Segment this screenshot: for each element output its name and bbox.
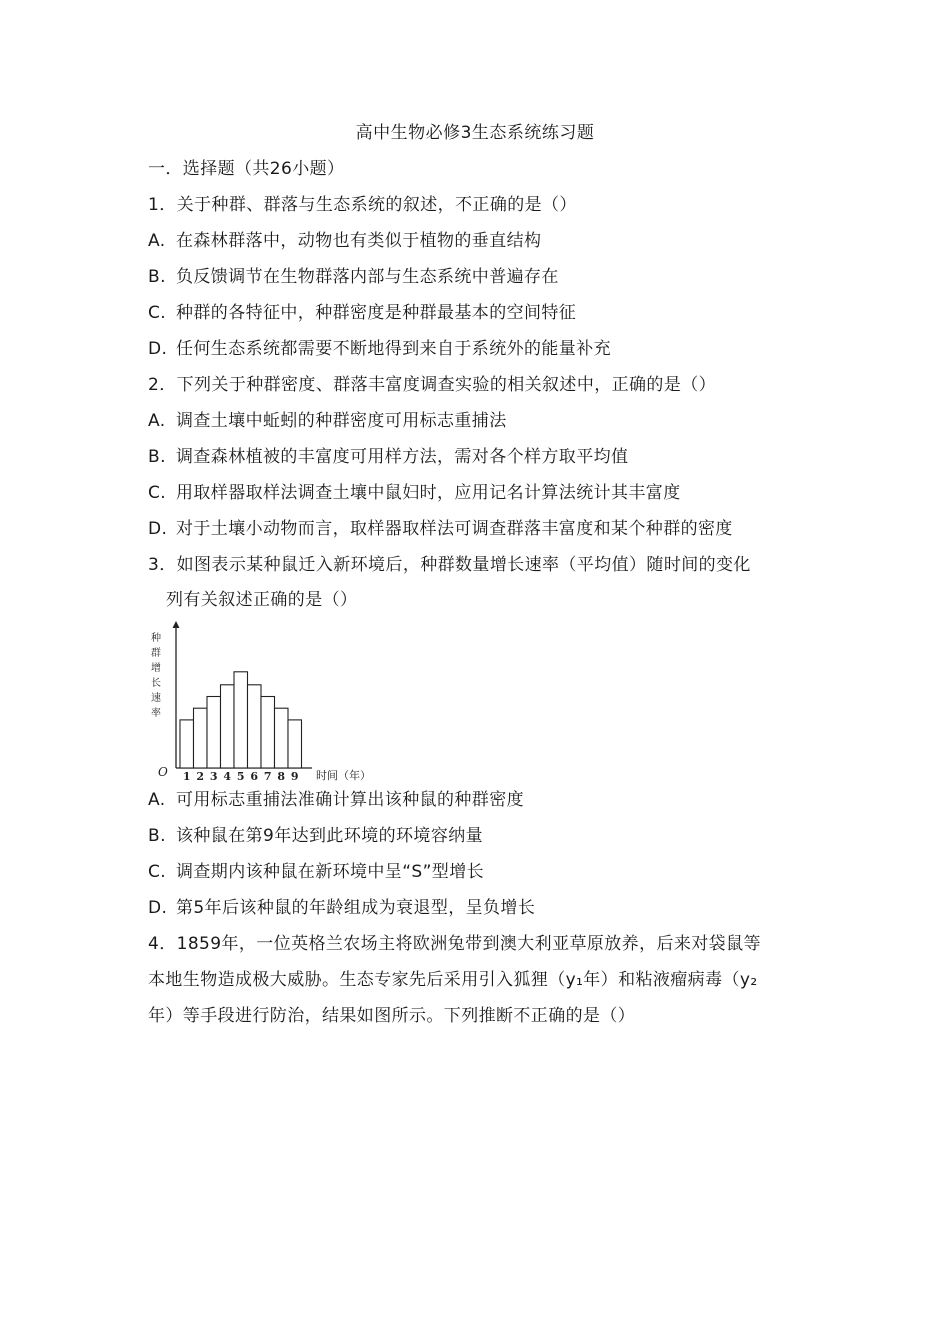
question-2-option-d <box>148 514 733 539</box>
question-1-option-c <box>148 298 576 323</box>
y-axis-label: 种群增长速率 <box>148 632 160 722</box>
option-letter: C. <box>148 303 167 323</box>
section-heading: 一．选择题（共26小题） <box>148 159 345 179</box>
option-text: 该种鼠在第9年达到此环境的环境容纳量 <box>176 826 484 846</box>
question-2-stem: 2．下列关于种群密度、群落丰富度调查实验的相关叙述中，正确的是（） <box>148 375 717 395</box>
bars-group <box>180 672 302 768</box>
x-tick-label: 2 <box>196 770 205 783</box>
option-letter: A. <box>148 231 166 251</box>
option-letter: D. <box>148 339 168 359</box>
x-tick-label: 1 <box>182 770 191 783</box>
option-text: 负反馈调节在生物群落内部与生态系统中普遍存在 <box>176 267 559 287</box>
question-4-line-3: 年）等手段进行防治，结果如图所示。下列推断不正确的是（） <box>148 1006 636 1026</box>
x-tick-label: 6 <box>250 770 259 783</box>
question-4-line-1: 4．1859年，一位英格兰农场主将欧洲兔带到澳大利亚草原放养，后来对袋鼠等 <box>148 934 761 954</box>
bar-year-3 <box>207 697 221 769</box>
option-letter: B. <box>148 447 166 467</box>
question-3-option-b <box>148 821 483 846</box>
bar-year-6 <box>248 685 262 768</box>
option-text: 调查森林植被的丰富度可用样方法，需对各个样方取平均值 <box>176 447 629 467</box>
document-title: 高中生物必修3生态系统练习题 <box>355 123 595 143</box>
option-letter: A. <box>148 790 166 810</box>
option-text: 任何生态系统都需要不断地得到来自于系统外的能量补充 <box>176 339 611 359</box>
question-2-option-b <box>148 442 628 467</box>
question-1-stem: 1．关于种群、群落与生态系统的叙述，不正确的是（） <box>148 195 577 215</box>
question-3-option-d <box>148 893 535 918</box>
question-1-option-a <box>148 226 541 251</box>
question-4-line-2: 本地生物造成极大威胁。生态专家先后采用引入狐狸（y₁年）和粘液瘤病毒（y₂ <box>148 970 758 990</box>
origin-label: O <box>158 765 168 779</box>
x-tick-label: 8 <box>277 770 286 783</box>
question-3-option-c <box>148 857 484 882</box>
option-text: 调查期内该种鼠在新环境中呈“S”型增长 <box>176 862 485 882</box>
option-letter: C. <box>148 483 167 503</box>
tick-labels-group <box>183 770 299 783</box>
growth-rate-bar-chart <box>140 618 390 783</box>
question-1-option-b <box>148 262 559 287</box>
question-2-option-c <box>148 478 681 503</box>
option-text: 在森林群落中，动物也有类似于植物的垂直结构 <box>176 231 542 251</box>
question-3-option-a <box>148 785 524 810</box>
x-tick-label: 5 <box>236 770 245 783</box>
option-text: 用取样器取样法调查土壤中鼠妇时，应用记名计算法统计其丰富度 <box>176 483 681 503</box>
option-letter: A. <box>148 411 166 431</box>
bar-year-5 <box>234 672 248 768</box>
option-letter: D. <box>148 519 168 539</box>
option-letter: B. <box>148 826 166 846</box>
x-tick-label: 4 <box>223 770 232 783</box>
bar-year-2 <box>194 708 208 768</box>
question-3-stem-line-2: 列有关叙述正确的是（） <box>166 590 358 610</box>
x-tick-label: 7 <box>263 770 272 783</box>
question-2-option-a <box>148 406 507 431</box>
x-tick-label: 3 <box>209 770 218 783</box>
x-axis-label: 时间（年） <box>316 769 371 782</box>
x-tick-label: 9 <box>290 770 299 783</box>
bar-year-8 <box>275 708 289 768</box>
option-text: 种群的各特征中，种群密度是种群最基本的空间特征 <box>176 303 577 323</box>
option-letter: B. <box>148 267 166 287</box>
option-text: 第5年后该种鼠的年龄组成为衰退型，呈负增长 <box>176 898 536 918</box>
bar-year-7 <box>261 697 275 769</box>
bar-year-9 <box>288 720 302 768</box>
option-letter: D. <box>148 898 168 918</box>
option-text: 调查土壤中蚯蚓的种群密度可用标志重捕法 <box>176 411 507 431</box>
bar-year-4 <box>221 685 235 768</box>
y-axis-arrow <box>173 621 180 628</box>
option-text: 可用标志重捕法准确计算出该种鼠的种群密度 <box>176 790 524 810</box>
question-1-option-d <box>148 334 611 359</box>
question-3-stem-line-1: 3．如图表示某种鼠迁入新环境后，种群数量增长速率（平均值）随时间的变化 <box>148 555 751 575</box>
option-text: 对于土壤小动物而言，取样器取样法可调查群落丰富度和某个种群的密度 <box>176 519 733 539</box>
option-letter: C. <box>148 862 167 882</box>
bar-year-1 <box>180 720 194 768</box>
